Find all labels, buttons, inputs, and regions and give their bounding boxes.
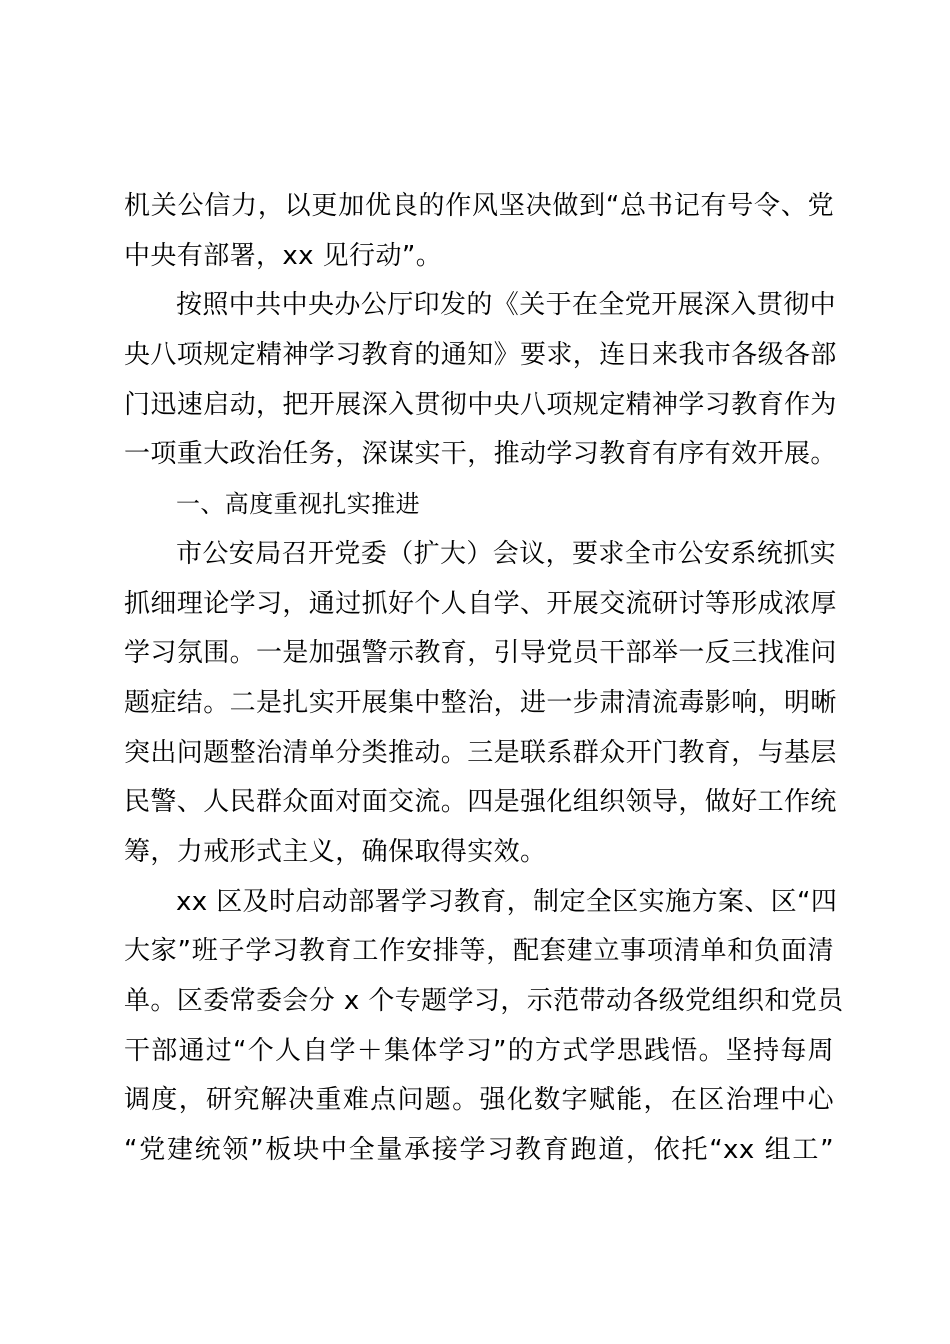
paragraph-first-line: xx 区及时启动部署学习教育，制定全区实施方案、区“四 [176,886,838,917]
text-line: 机关公信力，以更加优良的作风坚决做到“总书记有号令、党 [124,191,834,221]
text-line: 干部通过“个人自学＋集体学习”的方式学思践悟。坚持每周 [124,1035,834,1066]
document-body [124,182,844,1176]
section-heading: 一、高度重视扎实推进 [176,490,420,519]
text-line: 门迅速启动，把开展深入贯彻中央八项规定精神学习教育作为 [124,389,837,420]
text-line: 突出问题整治清单分类推动。三是联系群众开门教育，与基层 [124,737,837,768]
text-line: 抓细理论学习，通过抓好个人自学、开展交流研讨等形成浓厚 [124,588,837,619]
text-line: 题症结。二是扎实开展集中整治，进一步肃清流毒影响，明晰 [124,687,837,718]
text-line: 筹，力戒形式主义，确保取得实效。 [124,836,547,867]
text-line: 大家”班子学习教育工作安排等，配套建立事项清单和负面清 [124,936,834,967]
paragraph-first-line: 市公安局召开党委（扩大）会议，要求全市公安系统抓实 [176,538,837,569]
text-line: 中央有部署，xx 见行动”。 [124,240,443,271]
text-line: 民警、人民群众面对面交流。四是强化组织领导，做好工作统 [124,787,837,818]
paragraph-first-line: 按照中共中央办公厅印发的《关于在全党开展深入贯彻中 [176,290,837,321]
text-line: 央八项规定精神学习教育的通知》要求，连日来我市各级各部 [124,340,837,371]
text-line: 单。区委常委会分 x 个专题学习，示范带动各级党组织和党员 [124,986,844,1016]
text-line: 调度，研究解决重难点问题。强化数字赋能，在区治理中心 [124,1085,834,1116]
text-line: 学习氛围。一是加强警示教育，引导党员干部举一反三找准问 [124,638,837,669]
text-line: 一项重大政治任务，深谋实干，推动学习教育有序有效开展。 [124,439,837,470]
text-line: “党建统领”板块中全量承接学习教育跑道，依托“xx 组工” [124,1135,834,1166]
